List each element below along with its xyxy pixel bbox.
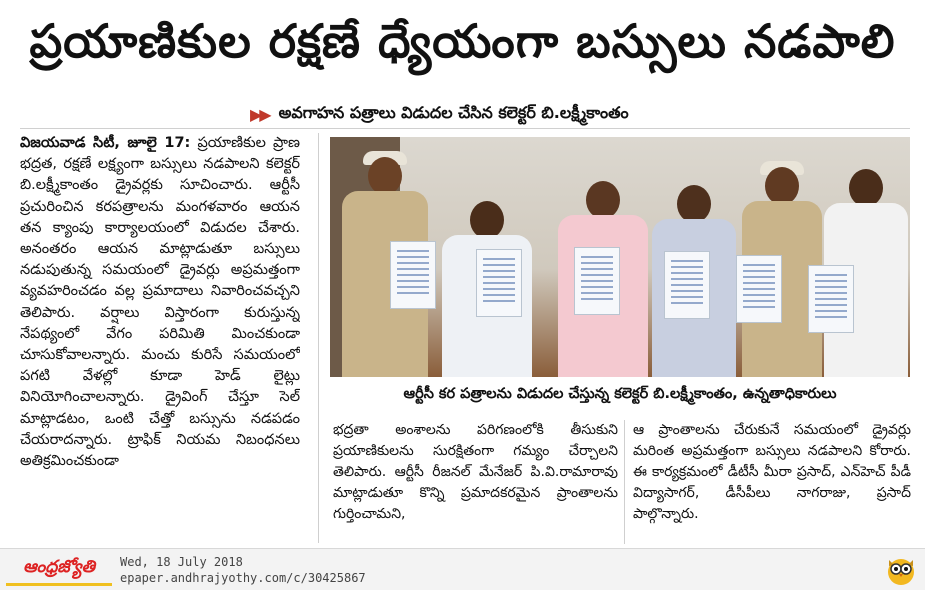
- dateline: విజయవాడ సిటీ, జూలై 17:: [20, 135, 191, 151]
- edition-date: Wed, 18 July 2018: [120, 555, 243, 569]
- column-divider-left: [318, 133, 319, 543]
- photo-leaflet: [736, 255, 782, 323]
- epaper-footer: [0, 548, 925, 590]
- photo-leaflet: [476, 249, 522, 317]
- news-photo: [330, 137, 910, 377]
- photo-leaflet: [390, 241, 436, 309]
- right-column: [633, 420, 911, 544]
- article-headline: ప్రయాణికుల రక్షణే ధ్యేయంగా బస్సులు నడపాలి: [29, 14, 896, 68]
- publication-logo[interactable]: ఆంధ్రజ్యోతి: [6, 555, 112, 586]
- edition-meta: [120, 554, 366, 586]
- left-column: [20, 133, 300, 533]
- right-column-text: ఆ ప్రాంతాలను చేరుకునే సమయంలో డ్రైవర్లు మరింత అప్రమత్తంగా బస్సులు నడపాలని కోరారు. ఈ కార్యక్రమంలో డీటీసీ మీరా ప్రసాద్, ఎన్‌హెచ్ పీడీ విద్యాసాగర్, డీసీపీలు నాగరాజు, ప్రసాద్ పాల్గొన్నారు.: [633, 422, 911, 522]
- double-chevron-icon: ▶▶: [250, 104, 269, 124]
- photo-leaflet: [808, 265, 854, 333]
- article-subhead: [250, 100, 629, 128]
- photo-leaflet: [664, 251, 710, 319]
- photo-leaflet: [574, 247, 620, 315]
- left-column-text: ప్రయాణికుల ప్రాణ భద్రత, రక్షణే లక్ష్యంగా బస్సులు నడపాలని కలెక్టర్ బి.లక్ష్మీకాంతం డ్రైవర్లకు సూచించారు. ఆర్టీసీ ప్రచురించిన కరపత్రాలను మంగళవారం ఆయన తన క్యాంపు కార్యాలయంలో విడుదల చేశారు. అనంతరం ఆయన మాట్లాడుతూ బస్సులు నడుపుతున్న సమయంలో డ్రైవర్లు అప్రమత్తంగా వ్యవహరించడం వల్ల ప్రమాదాలు నివారించవచ్చని తెలిపారు. వర్షాలు విస్తారంగా కురుస్తున్న నేపథ్యంలో వేగం పరిమితి మించకుండా చూసుకోవాలన్నారు. మంచు కురిసే సమయంలో పగటి వేళల్లో కూడా హెడ్ లైట్లు వినియోగించాలన్నారు. డ్రైవింగ్ చేస్తూ సెల్ మాట్లాడటం, ఒంటి చేత్తో బస్సును నడపడం చేయరాదన్నారు. ట్రాఫిక్ నియమ నిబంధనలు అతిక్రమించకుండా: [20, 135, 300, 470]
- subhead-text: అవగాహన పత్రాలు విడుదల చేసిన కలెక్టర్ బి.లక్ష్మీకాంతం: [278, 102, 629, 122]
- photo-caption: ఆర్టీసీ కర పత్రాలను విడుదల చేస్తున్న కలెక్టర్ బి.లక్ష్మీకాంతం, ఉన్నతాధికారులు: [403, 386, 837, 402]
- clip-url[interactable]: epaper.andhrajyothy.com/c/30425867: [120, 571, 366, 585]
- column-divider-right: [624, 420, 625, 544]
- middle-column: [333, 420, 618, 544]
- middle-column-text: భద్రతా అంశాలను పరిగణంలోకి తీసుకుని ప్రయాణికులను సురక్షితంగా గమ్యం చేర్చాలని తెలిపారు. ఆర్టీసీ రీజనల్ మేనేజర్ పి.వి.రామారావు మాట్లాడుతూ కొన్ని ప్రమాదకరమైన ప్రాంతాలను గుర్తించామని,: [333, 422, 618, 522]
- header-divider: [20, 128, 910, 129]
- owl-icon: [885, 552, 917, 586]
